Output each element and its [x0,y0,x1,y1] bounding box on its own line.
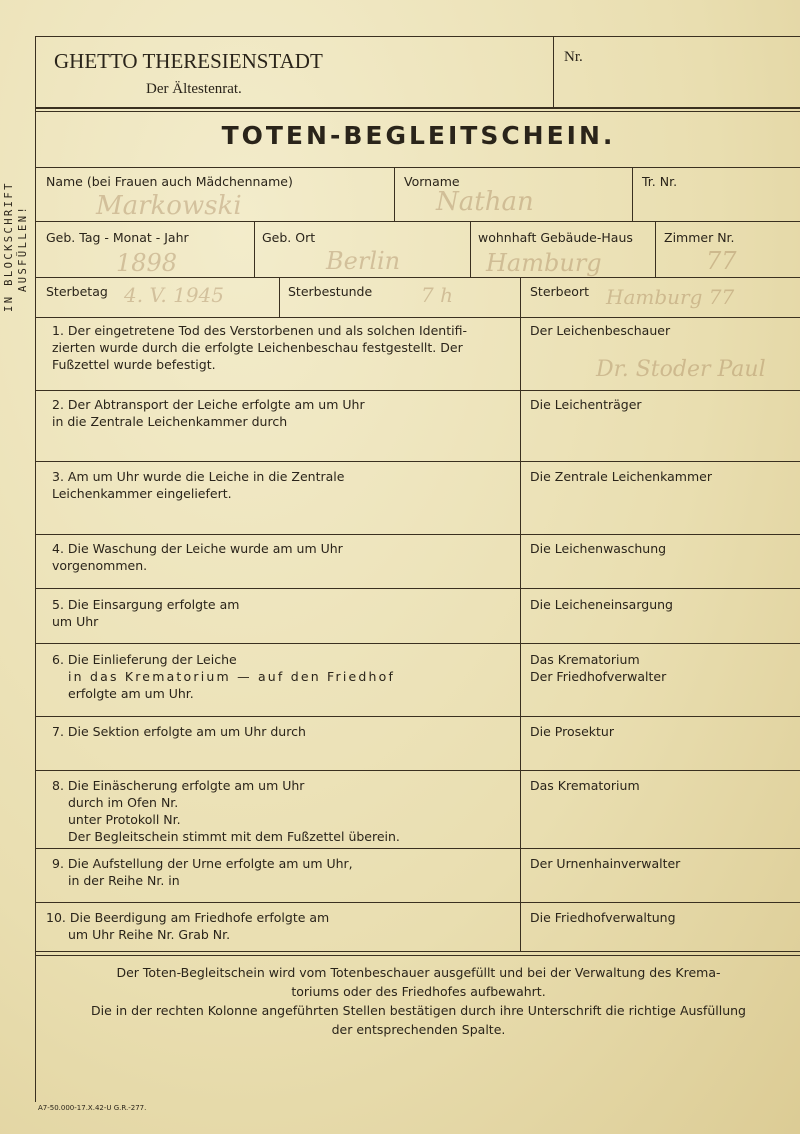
sterbetag-label: Sterbetag [46,284,108,299]
zimmer-label: Zimmer Nr. [664,230,735,245]
section-8-line3: unter Protokoll Nr. [68,812,181,827]
row-divider [36,770,800,771]
row-divider [36,951,800,952]
zimmer-value: 77 [706,247,737,275]
header-nr-label: Nr. [564,49,583,65]
section-6-line2: in das Krematorium — auf den Friedhof [68,669,396,684]
row-divider [36,643,800,644]
trnr-label: Tr. Nr. [642,174,678,189]
vorname-label: Vorname [404,174,460,189]
sterbestunde-value: 7 h [421,283,453,307]
header [36,37,800,109]
section-1-signature: Dr. Stoder Paul [596,357,766,382]
section-3-signer: Die Zentrale Leichenkammer [530,469,712,484]
section-9-signer: Der Urnenhainverwalter [530,856,681,871]
geb-tag-label: Geb. Tag - Monat - Jahr [46,230,189,245]
row-divider [36,588,800,589]
section-7-line1: 7. Die Sektion erfolgte am um Uhr durch [52,724,306,739]
row-divider [36,955,800,956]
section-5-line1: 5. Die Einsargung erfolgte am [52,597,240,612]
section-6-signer2: Der Friedhofverwalter [530,669,667,684]
wohnhaft-label: wohnhaft Gebäude-Haus [478,230,633,245]
section-1-line3: Fußzettel wurde befestigt. [52,357,216,372]
section-8-signer: Das Krematorium [530,778,640,793]
section-4-signer: Die Leichenwaschung [530,541,667,556]
sterbestunde-label: Sterbestunde [288,284,373,299]
note-line4: der entsprechenden Spalte. [331,1022,506,1037]
row-divider [36,534,800,535]
geb-ort-value: Berlin [326,247,401,275]
row-divider [36,221,800,222]
section-10-line2: um Uhr Reihe Nr. Grab Nr. [68,927,231,942]
geb-tag-value: 1898 [116,249,178,277]
note-line2: toriums oder des Friedhofes aufbewahrt. [291,984,546,999]
vorname-value: Nathan [436,187,534,217]
right-column-divider [520,277,521,951]
section-3-line1: 3. Am um Uhr wurde die Leiche in die Zentrale [52,469,345,484]
section-9-line1: 9. Die Aufstellung der Urne erfolgte am um Uhr, [52,856,353,871]
section-8-line1: 8. Die Einäscherung erfolgte am um Uhr [52,778,305,793]
instructions-note [66,963,771,1039]
section-10-line1: 10. Die Beerdigung am Friedhofe erfolgte am [46,910,330,925]
section-2-signer: Die Leichenträger [530,397,642,412]
name-value: Markowski [96,191,242,221]
section-4-line2: vorgenommen. [52,558,148,573]
side-label-line2: AUSFÜLLEN! [17,204,29,292]
section-10-signer: Die Friedhofverwaltung [530,910,676,925]
section-5-signer: Die Leicheneinsargung [530,597,673,612]
col-divider [470,221,471,277]
side-instruction [3,160,29,320]
geb-ort-label: Geb. Ort [262,230,316,245]
row-divider [36,390,800,391]
col-divider [279,277,280,317]
col-divider [394,167,395,221]
sterbeort-value: Hamburg 77 [606,285,735,309]
note-line1: Der Toten-Begleitschein wird vom Totenbeschauer ausgefüllt und bei der Verwaltung des Krema- [116,965,721,980]
print-code: A7-50.000-17.X.42-U G.R.-277. [38,1104,147,1112]
section-2-line1: 2. Der Abtransport der Leiche erfolgte am um Uhr [52,397,365,412]
row-divider [36,317,800,318]
section-1-line2: zierten wurde durch die erfolgte Leichenbeschau festgestellt. Der [52,340,463,355]
section-3-line2: Leichenkammer eingeliefert. [52,486,232,501]
header-rule [36,111,800,112]
section-6-line3: erfolgte am um Uhr. [68,686,194,701]
row-divider [36,716,800,717]
col-divider [655,221,656,277]
section-4-line1: 4. Die Waschung der Leiche wurde am um Uhr [52,541,343,556]
note-line3: Die in der rechten Kolonne angeführten Stellen bestätigen durch ihre Unterschrift die richtige Ausfüllung [91,1003,746,1018]
section-6-signer: Das Krematorium [530,652,640,667]
sterbetag-value: 4. V. 1945 [124,283,224,307]
header-subtitle: Der Ältestenrat. [146,81,242,97]
form-title: TOTEN-BEGLEITSCHEIN. [221,121,616,150]
col-divider [254,221,255,277]
section-7-signer: Die Prosektur [530,724,614,739]
section-6-line1: 6. Die Einlieferung der Leiche [52,652,237,667]
row-divider [36,848,800,849]
wohnhaft-value: Hamburg [486,249,602,277]
header-title: GHETTO THERESIENSTADT [54,49,323,73]
section-8-line4: Der Begleitschein stimmt mit dem Fußzettel überein. [68,829,400,844]
row-divider [36,461,800,462]
row-divider [36,902,800,903]
sterbeort-label: Sterbeort [530,284,589,299]
row-divider [36,277,800,278]
section-2-line2: in die Zentrale Leichenkammer durch [52,414,288,429]
section-5-line2: um Uhr [52,614,99,629]
side-label-line1: IN BLOCKSCHRIFT [3,181,15,312]
form-frame [35,36,800,1102]
header-divider [553,37,554,107]
section-1-signer: Der Leichenbeschauer [530,323,671,338]
name-label: Name (bei Frauen auch Mädchenname) [46,174,293,189]
col-divider [632,167,633,221]
section-8-line2: durch im Ofen Nr. [68,795,179,810]
section-9-line2: in der Reihe Nr. in [68,873,180,888]
row-divider [36,167,800,168]
section-1-line1: 1. Der eingetretene Tod des Verstorbenen und als solchen Identifi- [52,323,467,338]
